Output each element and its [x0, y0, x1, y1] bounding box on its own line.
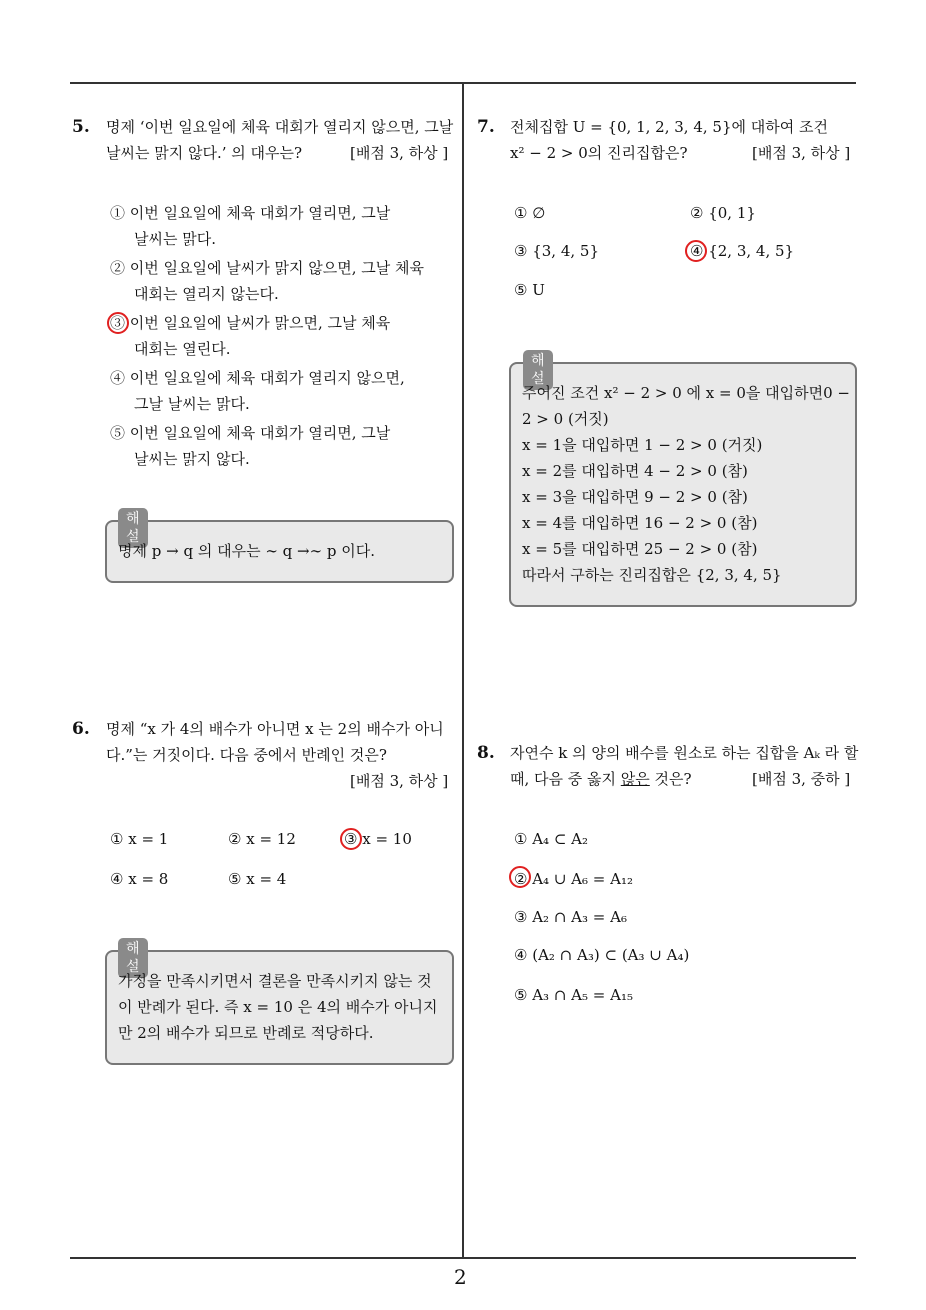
answer-circle-mark: [340, 828, 362, 850]
question-number: 6.: [72, 719, 90, 739]
option-5[interactable]: ⑤ 이번 일요일에 체육 대회가 열리면, 그날: [110, 424, 391, 442]
option-5[interactable]: ⑤ A₃ ∩ A₅ = A₁₅: [514, 986, 633, 1004]
option-1[interactable]: ① A₄ ⊂ A₂: [514, 830, 589, 848]
option-2[interactable]: ② A₄ ∪ A₆ = A₁₂: [514, 870, 633, 888]
option-2[interactable]: ② 이번 일요일에 날씨가 맑지 않으면, 그날 체육: [110, 259, 424, 277]
answer-circle-mark: [107, 312, 129, 334]
page-number: 2: [454, 1265, 467, 1289]
column-divider: [462, 84, 464, 1258]
question-text-line: 날씨는 맑지 않다.’ 의 대우는?: [106, 144, 303, 162]
option-5-cont: 날씨는 맑지 않다.: [134, 450, 250, 468]
answer-circle-mark: [685, 240, 707, 262]
question-text-line: 명제 ‘이번 일요일에 체육 대회가 열리지 않으면, 그날: [106, 118, 454, 136]
explanation-line: 가정을 만족시키면서 결론을 만족시키지 않는 것: [118, 972, 432, 990]
answer-circle-mark: [509, 866, 531, 888]
question-text-part: 것은?: [649, 770, 692, 788]
option-3[interactable]: ③ A₂ ∩ A₃ = A₆: [514, 908, 627, 926]
explanation-line: 만 2의 배수가 되므로 반례로 적당하다.: [118, 1024, 374, 1042]
option-4-cont: 그날 날씨는 맑다.: [134, 395, 250, 413]
question-text-line: 다.”는 거짓이다. 다음 중에서 반례인 것은?: [106, 746, 387, 764]
explanation-tag: 해설: [118, 938, 148, 978]
score-label: [배점 3, 하상 ]: [350, 144, 449, 162]
question-text-part: 때, 다음 중 옳지: [510, 770, 621, 788]
option-2[interactable]: ② x = 12: [228, 830, 296, 848]
question-text-line: x² − 2 > 0의 진리집합은?: [510, 144, 688, 162]
option-4[interactable]: ④ {2, 3, 4, 5}: [690, 242, 795, 260]
option-3-cont: 대회는 열린다.: [134, 340, 231, 358]
score-label: [배점 3, 중하 ]: [752, 770, 851, 788]
option-3[interactable]: ③ x = 10: [344, 830, 412, 848]
question-number: 7.: [477, 117, 495, 137]
option-1[interactable]: ① x = 1: [110, 830, 169, 848]
option-3[interactable]: ③ 이번 일요일에 날씨가 맑으면, 그날 체육: [110, 314, 391, 332]
explanation-line: 명제 p → q 의 대우는 ∼ q →∼ p 이다.: [118, 542, 376, 560]
bottom-rule: [70, 1257, 856, 1259]
question-text-line: 자연수 k 의 양의 배수를 원소로 하는 집합을 Aₖ 라 할: [510, 744, 859, 762]
question-text-line: 명제 “x 가 4의 배수가 아니면 x 는 2의 배수가 아니: [106, 720, 444, 738]
question-number: 8.: [477, 743, 495, 763]
option-5[interactable]: ⑤ x = 4: [228, 870, 287, 888]
option-4[interactable]: ④ x = 8: [110, 870, 169, 888]
score-label: [배점 3, 하상 ]: [350, 772, 449, 790]
explanation-line: x = 5를 대입하면 25 − 2 > 0 (참): [522, 540, 758, 558]
option-1[interactable]: ① ∅: [514, 204, 546, 222]
option-2[interactable]: ② {0, 1}: [690, 204, 756, 222]
option-3[interactable]: ③ {3, 4, 5}: [514, 242, 600, 260]
explanation-line: x = 1을 대입하면 1 − 2 > 0 (거짓): [522, 436, 763, 454]
explanation-tag: 해설: [523, 350, 553, 390]
underlined-word: 않은: [620, 770, 650, 788]
explanation-line: 이 반례가 된다. 즉 x = 10 은 4의 배수가 아니지: [118, 998, 438, 1016]
option-1-cont: 날씨는 맑다.: [134, 230, 216, 248]
explanation-line: x = 4를 대입하면 16 − 2 > 0 (참): [522, 514, 758, 532]
option-2-cont: 대회는 열리지 않는다.: [134, 285, 279, 303]
question-text-line: 전체집합 U = {0, 1, 2, 3, 4, 5}에 대하여 조건: [510, 118, 828, 136]
option-4[interactable]: ④ (A₂ ∩ A₃) ⊂ (A₃ ∪ A₄): [514, 946, 690, 964]
explanation-line: 주어진 조건 x² − 2 > 0 에 x = 0을 대입하면0 −: [522, 384, 850, 402]
explanation-line: 2 > 0 (거짓): [522, 410, 609, 428]
explanation-line: x = 2를 대입하면 4 − 2 > 0 (참): [522, 462, 748, 480]
explanation-line: x = 3을 대입하면 9 − 2 > 0 (참): [522, 488, 748, 506]
option-5[interactable]: ⑤ U: [514, 281, 545, 299]
explanation-tag: 해설: [118, 508, 148, 548]
question-number: 5.: [72, 117, 90, 137]
score-label: [배점 3, 하상 ]: [752, 144, 851, 162]
option-1[interactable]: ① 이번 일요일에 체육 대회가 열리면, 그날: [110, 204, 391, 222]
question-text-line: [510, 766, 692, 792]
explanation-line: 따라서 구하는 진리집합은 {2, 3, 4, 5}: [522, 566, 782, 584]
option-4[interactable]: ④ 이번 일요일에 체육 대회가 열리지 않으면,: [110, 369, 405, 387]
